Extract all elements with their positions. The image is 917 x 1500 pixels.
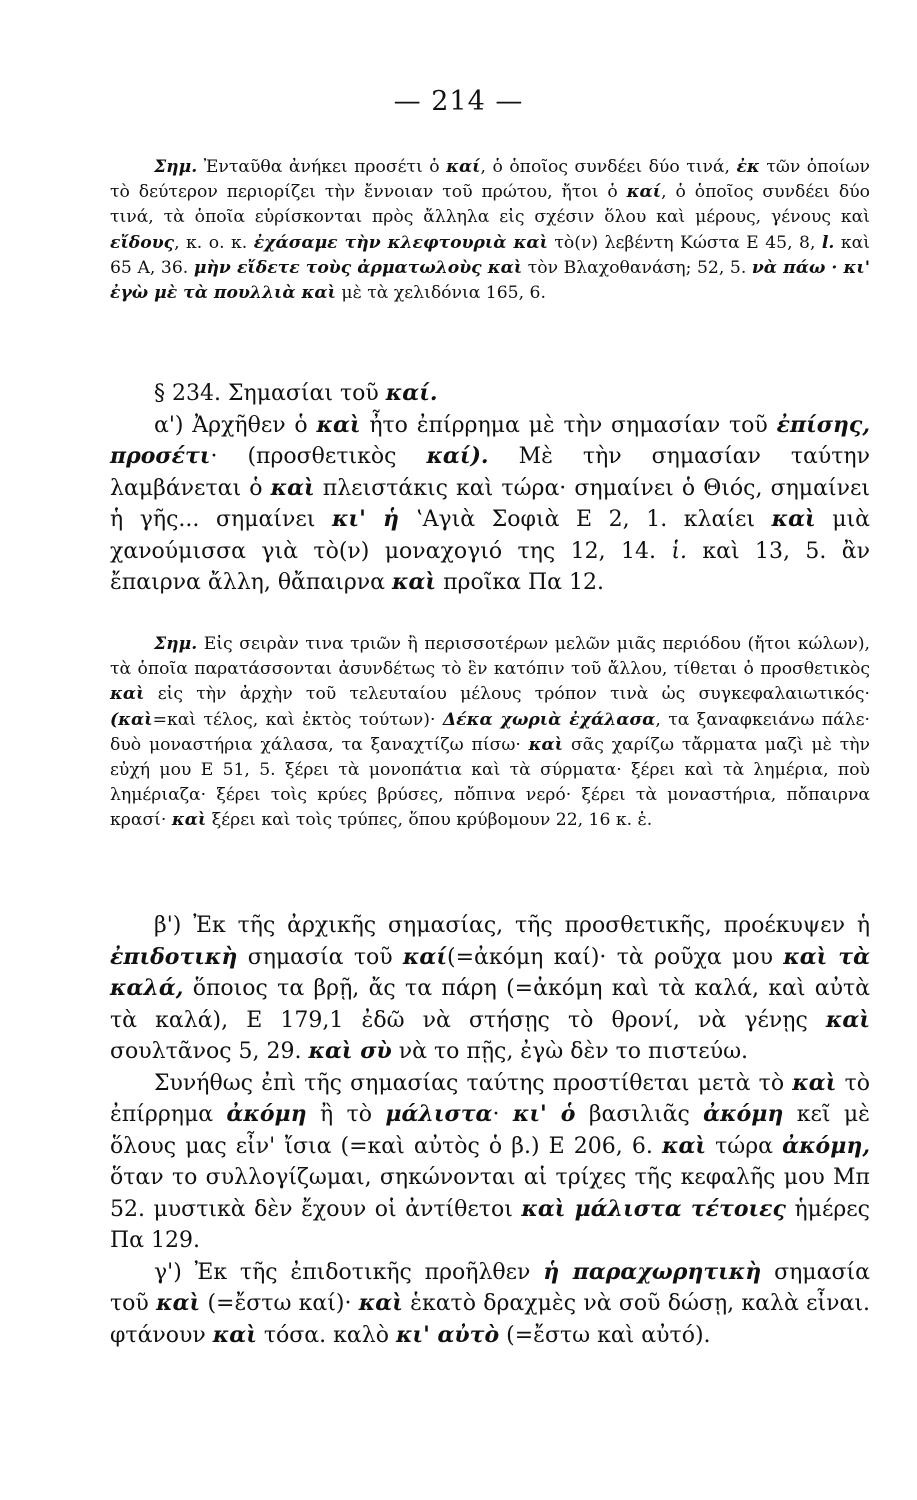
text-run: , ὁ ὁποῖος συνδέει δύο τινά, τὰ ὁποῖα εὑρίσκονται πρὸς ἄλληλα εἰς σχέσιν ὅλου καὶ μέρους, γένους καὶ xyxy=(110,182,870,228)
text-run: καὶ xyxy=(270,474,315,501)
note-2-label: Σημ. xyxy=(154,634,198,654)
text-run: γ') Ἐκ τῆς ἐπιδοτικῆς προῆλθεν xyxy=(154,1259,544,1285)
text-run: Ἐνταῦθα ἀνήκει προσέτι ὁ xyxy=(197,157,447,177)
text-run: ἐχάσαμε τὴν κλεφτουριὰ καὶ xyxy=(253,232,548,253)
text-run: τὸ(ν) λεβέντη Κώστα Ε 45, 8, xyxy=(547,232,822,253)
text-run: ὅταν το συλλογίζωμαι, σηκώνονται αἱ τρίχες τῆς κεφαλῆς μου Μπ 52. μυστικὰ δὲν ἔχουν οἱ ἀντίθετοι xyxy=(110,1165,870,1222)
text-run: καὶ τὰ καλά, xyxy=(110,943,870,1001)
text-run: εἰς τὴν ἀρχὴν τοῦ τελευταίου μέλους τρόπον τινὰ ὡς συγκεφαλαιωτικός· xyxy=(144,684,870,705)
text-run: καὶ μάλιστα τέτοιες xyxy=(521,1195,786,1222)
note-1-label: Σημ. xyxy=(154,157,198,177)
text-run: ἐκ xyxy=(736,157,760,177)
text-run: προῖκα Πα 12. xyxy=(436,570,604,595)
text-run: , κ. ο. κ. xyxy=(174,232,254,253)
text-run: καὶ xyxy=(661,1132,707,1159)
text-run: ἡμέρες Πα 129. xyxy=(110,1196,870,1253)
paragraph-usually xyxy=(110,1068,870,1257)
text-run: σημασία τοῦ xyxy=(237,944,403,970)
section-title: Σημασίαι τοῦ xyxy=(227,381,386,406)
text-run: Δέκα χωριὰ ἐχάλασα xyxy=(442,709,656,730)
note-1-text xyxy=(110,155,870,306)
section-234 xyxy=(110,378,870,599)
text-run: ἱ. xyxy=(671,538,687,564)
text-run: (=ἔστω καί)· xyxy=(200,1291,359,1316)
text-run: καὶ xyxy=(212,1321,257,1348)
text-run: Συνήθως ἐπὶ τῆς σημασίας ταύτης προστίθεται μετὰ τὸ xyxy=(154,1070,793,1096)
text-run: τὸ ἐπίρρημα xyxy=(110,1070,870,1127)
paragraph-alpha xyxy=(110,410,870,599)
section-number: § 234. xyxy=(154,381,221,406)
text-run: καὶ σὺ xyxy=(308,1038,392,1064)
text-run: εἴδους xyxy=(110,232,175,253)
text-run: , ὁ ὁποῖος συνδέει δύο τινά, xyxy=(480,157,737,177)
section-234-cont xyxy=(110,910,870,1351)
text-run: ἢ τὸ xyxy=(306,1102,386,1127)
text-run: ἦτο ἐπίρρημα μὲ τὴν σημασίαν τοῦ xyxy=(360,412,777,438)
text-run: β') Ἐκ τῆς ἀρχικῆς σημασίας, τῆς προσθετικῆς, προέκυψεν ἡ xyxy=(154,913,870,938)
text-run: · (προσθετικὸς xyxy=(210,444,427,469)
text-run: =καὶ τέλος, καὶ ἐκτὸς τούτων)· xyxy=(152,709,443,730)
text-run: καί xyxy=(446,157,481,177)
note-1 xyxy=(110,155,870,306)
text-run: Εἰς σειρὰν τινα τριῶν ἢ περισσοτέρων μελῶν μιᾶς περιόδου (ἤτοι κώλων), τὰ ὁποῖα παρατάσσονται ἀσυνδέτως τὸ ἓν κατόπιν τοῦ ἄλλου, τίθεται ὁ προσθετικὸς xyxy=(110,634,870,680)
text-run: μὴν εἴδετε τοὺς ἀρματωλοὺς καὶ xyxy=(193,257,523,278)
text-run: καὶ xyxy=(171,810,207,831)
page-number: — 214 — xyxy=(393,86,524,117)
text-run: καί xyxy=(402,943,447,970)
text-run: (=ἀκόμη καί)· τὰ ροῦχα μου xyxy=(446,944,784,970)
text-run: καὶ xyxy=(392,569,437,595)
text-run: καὶ xyxy=(156,1290,201,1316)
section-heading xyxy=(110,378,870,410)
text-run: καὶ xyxy=(110,684,145,705)
text-run: κι' ἡ xyxy=(331,506,400,532)
text-run: · xyxy=(492,1102,513,1127)
text-run: καὶ xyxy=(825,1006,870,1033)
section-title-bold: καί. xyxy=(385,380,438,406)
text-run: σημασία τοῦ xyxy=(110,1259,870,1316)
text-run: , τα ξαναφκειάνω πάλε· δυὸ μοναστήρια χάλασα, τα ξαναχτίζω πίσω· xyxy=(110,709,870,755)
text-run: τῶν ὁποίων τὸ δεύτερον περιορίζει τὴν ἔννοιαν τοῦ πρώτου, ἤτοι ὁ xyxy=(110,157,870,203)
text-run: κεῖ μὲ ὅλους μας εἶν' ἴσια (=καὶ αὐτὸς ὁ β.) Ε 206, 6. xyxy=(110,1102,870,1159)
note-2-text xyxy=(110,632,870,834)
text-run: (=ἔστω καὶ αὐτό). xyxy=(499,1322,711,1348)
text-run: ἑκατὸ δραχμὲς νὰ σοῦ δώσῃ, καλὰ εἶναι. φτάνουν xyxy=(110,1291,870,1348)
text-run: ἡ παραχωρητικὴ xyxy=(543,1258,762,1285)
text-run: ξέρει καὶ τοὶς τρύπες, ὅπου κρύβομουν 22, 16 κ. ἑ. xyxy=(206,810,653,831)
text-run: τώρα xyxy=(706,1133,783,1159)
paragraph-beta xyxy=(110,910,870,1068)
text-run: σουλτᾶνος 5, 29. xyxy=(110,1039,309,1064)
text-run: καί xyxy=(626,182,662,203)
text-run: μὲ τὰ χελιδόνια 165, 6. xyxy=(335,283,546,304)
text-run: τὸν Βλαχοθανάση; 52, 5. xyxy=(522,257,752,278)
text-run: l. xyxy=(821,232,835,253)
text-run: α') Ἀρχῆθεν ὁ xyxy=(154,412,317,438)
text-run: ἐπιδοτικὴ xyxy=(110,943,238,970)
text-run: κι' αὐτὸ xyxy=(395,1321,500,1348)
text-run: πλειστάκις καὶ τώρα· σημαίνει ὁ Θιός, σημαίνει ἡ γῆς... σημαίνει xyxy=(110,475,870,532)
text-run: Μὲ τὴν σημασίαν ταύτην λαμβάνεται ὁ xyxy=(110,444,870,501)
paragraph-gamma xyxy=(110,1257,870,1352)
text-run: καὶ xyxy=(528,734,564,755)
text-run: ἀκόμη xyxy=(703,1101,784,1127)
text-run: καὶ 65 Α, 36. xyxy=(110,232,870,278)
text-run: μιὰ χανούμισσα γιὰ τὸ(ν) μοναχογιό της 12, 14. xyxy=(110,507,871,564)
note-2 xyxy=(110,632,870,834)
text-run: καὶ xyxy=(792,1069,837,1096)
text-run: καὶ xyxy=(358,1290,403,1316)
text-run: νὰ το πῇς, ἐγὼ δὲν το πιστεύω. xyxy=(391,1039,748,1064)
text-run: καὶ xyxy=(771,506,816,532)
text-run: ἀκόμη xyxy=(226,1101,307,1127)
text-run: καὶ 13, 5. ἂν ἔπαιρνα ἄλλη, θἄπαιρνα xyxy=(110,538,870,595)
text-run: ὅποιος τα βρῇ, ἄς τα πάρη (=ἀκόμη καὶ τὰ καλά, καὶ αὐτὰ τὰ καλά), Ε 179,1 ἐδῶ νὰ στήσῃς τὸ θρονί, νὰ γένῃς xyxy=(110,976,870,1033)
text-run: ʽΑγιὰ Σοφιὰ Ε 2, 1. κλαίει xyxy=(399,507,772,532)
text-run: νὰ πάω · κι' ἐγὼ μὲ τὰ πουλλιὰ καὶ xyxy=(110,257,870,304)
text-run: ἐπίσης, προσέτι xyxy=(110,411,870,469)
text-run: κι' ὁ xyxy=(512,1101,576,1127)
text-run: ἀκόμη, xyxy=(782,1132,870,1159)
text-run: βασιλιᾶς xyxy=(575,1102,704,1127)
text-run: σᾶς χαρίζω τἄρματα μαζὶ μὲ τὴν εὐχή μου Ε 51, 5. ξέρει τὰ μονοπάτια καὶ τὰ σύρματα· ξέρει καὶ τὰ λημέρια, ποὺ λημέριαζα· ξέρει τοὶς κρύες βρύσες, πὄπινα νερό· ξέρει τὰ μοναστήρια, πὄπαιρνα κρασί· xyxy=(110,734,870,831)
text-run: μάλιστα xyxy=(385,1101,493,1127)
text-run: (καὶ xyxy=(110,709,153,730)
text-run: τόσα. καλὸ xyxy=(256,1322,396,1348)
text-run: καὶ xyxy=(316,411,361,438)
text-run: καί). xyxy=(426,443,489,469)
